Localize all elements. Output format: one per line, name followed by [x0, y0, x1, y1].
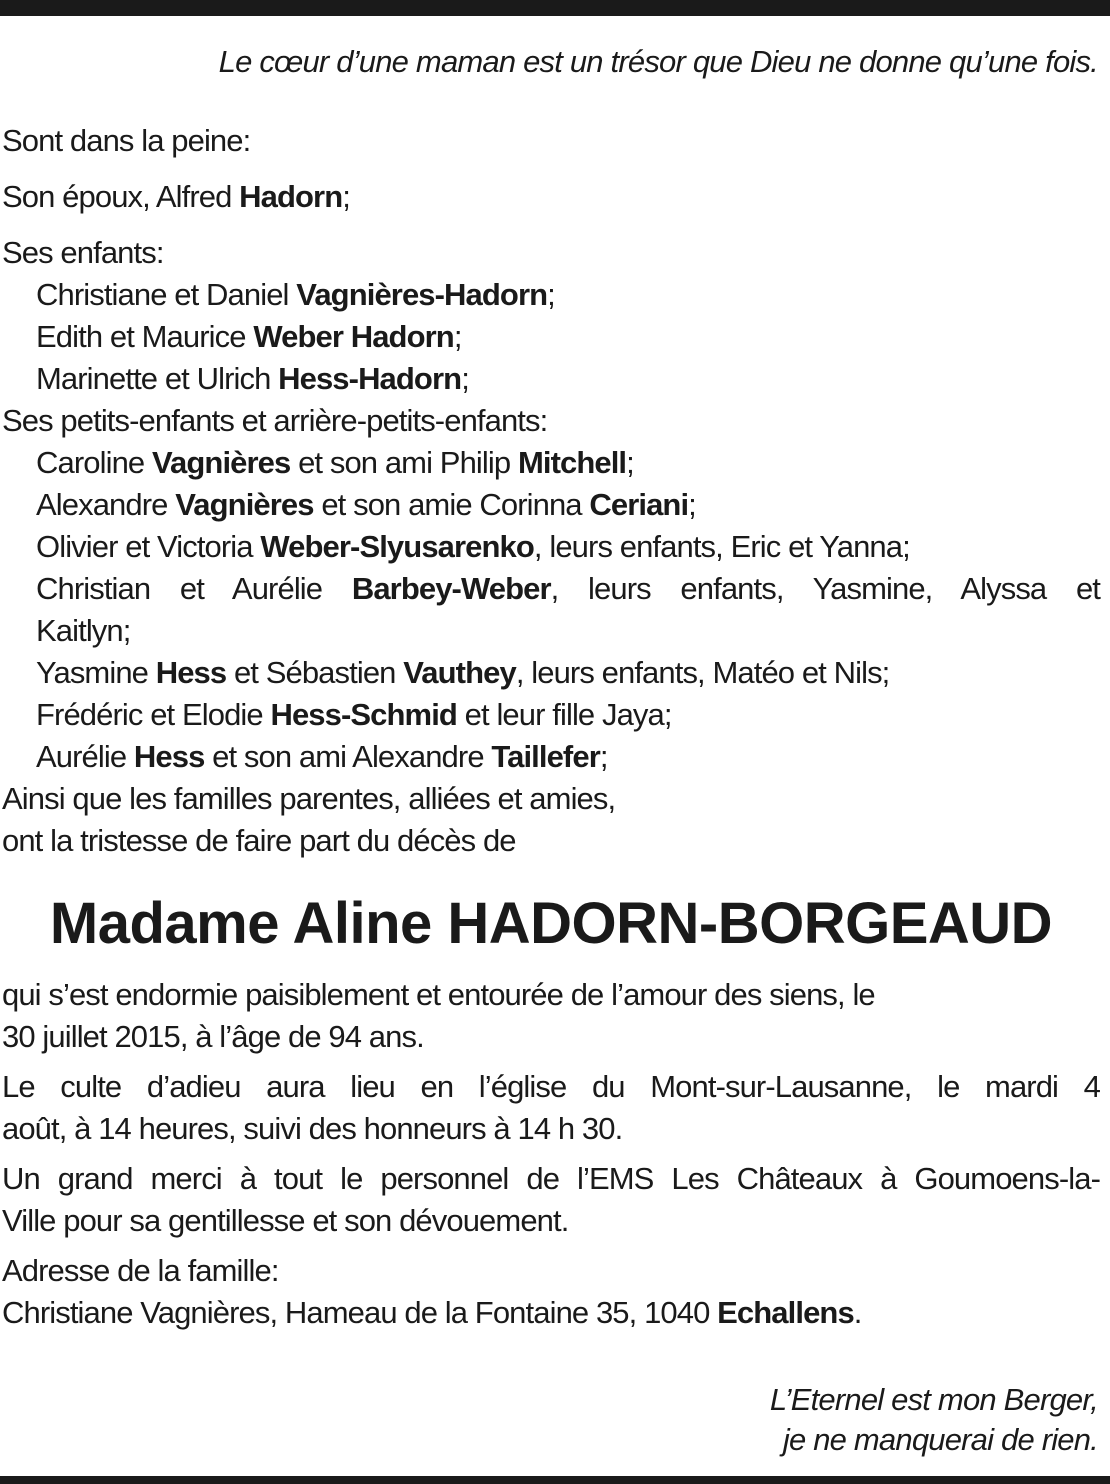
- mourners-intro: Sont dans la peine:: [2, 123, 251, 158]
- child-surname: Weber Hadorn: [253, 319, 454, 354]
- grandchild-surname: Hess-Schmid: [270, 697, 457, 732]
- spouse-line: [2, 176, 1100, 218]
- grandchild-text: et son ami Alexandre: [204, 739, 492, 774]
- thanks-line: Un grand merci à tout le personnel de l’EMS Les Châteaux à Goumoens-la-: [2, 1161, 1100, 1196]
- grandchild-text: Caroline: [36, 445, 152, 480]
- child-surname: Hess-Hadorn: [278, 361, 462, 396]
- address-heading: Adresse de la famille:: [2, 1253, 279, 1288]
- service-line: août, à 14 heures, suivi des honneurs à 14 h 30.: [2, 1111, 623, 1146]
- closing-verse: [770, 1380, 1098, 1460]
- announcement-line: ont la tristesse de faire part du décès de: [2, 823, 516, 858]
- grandchild-text: Olivier et Victoria: [36, 529, 261, 564]
- closing-verse-line: L’Eternel est mon Berger,: [769, 1382, 1098, 1417]
- closing-verse-line: je ne manquerai de rien.: [782, 1422, 1098, 1457]
- families-line: Ainsi que les familles parentes, alliées et amies,: [2, 781, 616, 816]
- address-town: Echallens: [717, 1295, 854, 1330]
- grandchild-entry: [2, 652, 1100, 694]
- child-names: Christiane et Daniel: [36, 277, 297, 312]
- child-suffix: ;: [547, 277, 555, 312]
- grandchild-text: Christian et Aurélie: [36, 571, 352, 606]
- grandchild-text: , leurs enfants, Eric et Yanna;: [533, 529, 910, 564]
- child-names: Marinette et Ulrich: [36, 361, 279, 396]
- child-names: Edith et Maurice: [36, 319, 254, 354]
- bottom-border-rule: [0, 1476, 1110, 1484]
- grandchild-text: ;: [626, 445, 634, 480]
- grandchild-surname: Vagnières: [175, 487, 314, 522]
- grandchild-entry-continued: Kaitlyn;: [36, 613, 131, 648]
- grandchild-entry: [2, 736, 1100, 778]
- grandchildren-heading: Ses petits-enfants et arrière-petits-enfants:: [2, 403, 548, 438]
- spouse-prefix: Son époux, Alfred: [2, 179, 240, 214]
- grandchild-surname: Barbey-Weber: [351, 571, 551, 606]
- grandchild-text: , leurs enfants, Matéo et Nils;: [515, 655, 890, 690]
- grandchild-surname: Hess: [155, 655, 227, 690]
- grandchild-entry: [2, 526, 1100, 568]
- grandchild-text: et Sébastien: [226, 655, 404, 690]
- thanks-line: Ville pour sa gentillesse et son dévouement.: [2, 1203, 569, 1238]
- passing-line: qui s’est endormie paisiblement et entourée de l’amour des siens, le: [2, 977, 875, 1012]
- grandchild-surname: Vagnières: [151, 445, 291, 480]
- grandchild-text: et son amie Corinna: [313, 487, 590, 522]
- child-entry: [2, 274, 1100, 316]
- deceased-name: Madame Aline HADORN-BORGEAUD: [49, 891, 1053, 956]
- partner-surname: Ceriani: [589, 487, 689, 522]
- epigraph-quote: Le cœur d’une maman est un trésor que Dieu ne donne qu’une fois.: [218, 44, 1098, 79]
- child-surname: Vagnières-Hadorn: [296, 277, 548, 312]
- grandchild-text: et son ami Philip: [290, 445, 518, 480]
- passing-line: 30 juillet 2015, à l’âge de 94 ans.: [2, 1019, 424, 1054]
- grandchild-surname: Weber-Slyusarenko: [260, 529, 534, 564]
- child-entry: [2, 316, 1100, 358]
- child-suffix: ;: [453, 319, 462, 354]
- grandchild-entry: [2, 484, 1100, 526]
- grandchild-text: et leur fille Jaya;: [456, 697, 672, 732]
- spouse-surname: Hadorn: [239, 179, 343, 214]
- grandchild-entry: [2, 568, 1100, 610]
- address-line: [2, 1292, 1100, 1334]
- grandchild-text: ;: [688, 487, 696, 522]
- top-border-rule: [0, 0, 1110, 16]
- children-heading: Ses enfants:: [2, 235, 164, 270]
- address-street: Christiane Vagnières, Hameau de la Fontaine 35, 1040: [2, 1295, 718, 1330]
- grandchild-text: ;: [599, 739, 608, 774]
- obituary-body: [2, 120, 1100, 1334]
- grandchild-surname: Hess: [133, 739, 205, 774]
- grandchild-entry: [2, 694, 1100, 736]
- partner-surname: Mitchell: [517, 445, 627, 480]
- child-entry: [2, 358, 1100, 400]
- child-suffix: ;: [461, 361, 469, 396]
- spouse-suffix: ;: [342, 179, 350, 214]
- grandchild-text: Alexandre: [36, 487, 176, 522]
- partner-surname: Vauthey: [403, 655, 516, 690]
- grandchild-entry: [2, 442, 1100, 484]
- grandchild-text: Yasmine: [36, 655, 156, 690]
- grandchild-text: , leurs enfants, Yasmine, Alyssa et: [550, 571, 1100, 606]
- address-end: .: [853, 1295, 862, 1330]
- service-line: Le culte d’adieu aura lieu en l’église du Mont-sur-Lausanne, le mardi 4: [2, 1069, 1100, 1104]
- grandchild-text: Aurélie: [36, 739, 134, 774]
- partner-surname: Taillefer: [491, 739, 600, 774]
- grandchild-text: Frédéric et Elodie: [36, 697, 271, 732]
